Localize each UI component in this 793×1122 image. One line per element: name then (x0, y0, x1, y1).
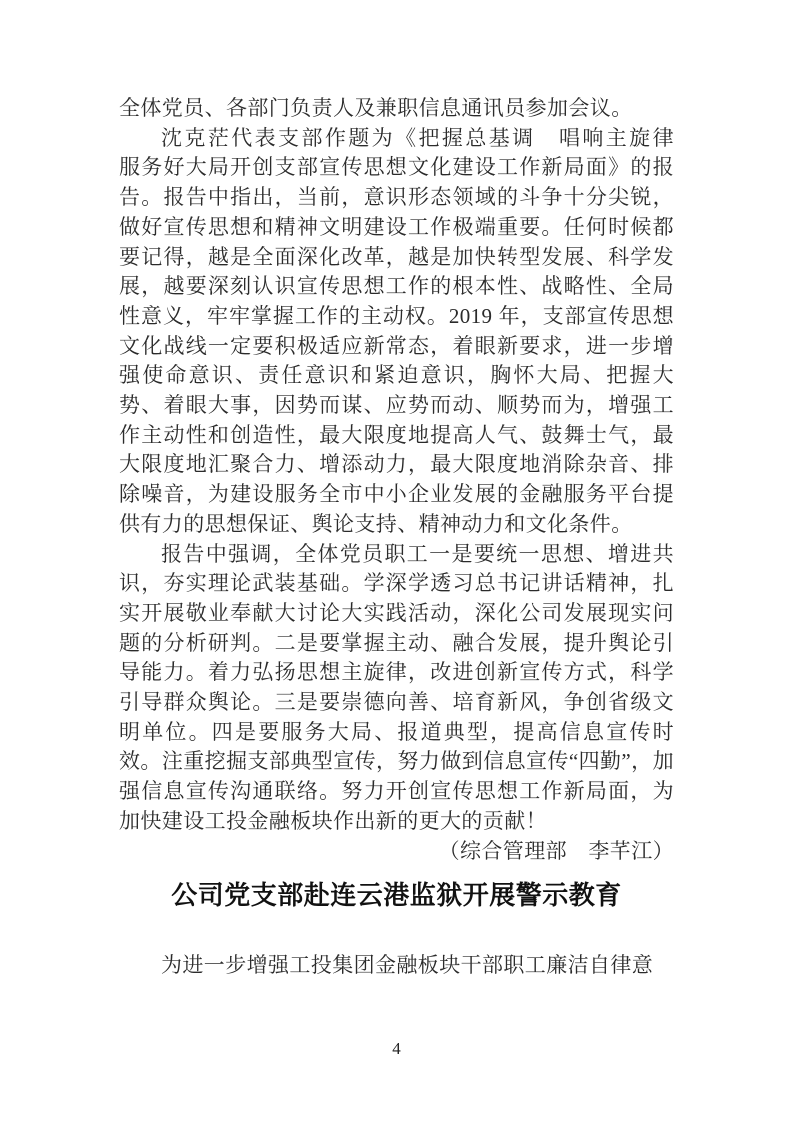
paragraph-article2-intro: 为进一步增强工投集团金融板块干部职工廉洁自律意 (161, 952, 654, 977)
page-number: 4 (392, 1039, 401, 1058)
paragraph-meeting-attendees: 全体党员、各部门负责人及兼职信息通讯员参加会议。 (119, 96, 633, 120)
paragraph-report-emphasis (119, 540, 674, 863)
article2-title: 公司党支部赴连云港监狱开展警示教育 (171, 879, 622, 910)
paragraph-report-emphasis-text: 报告中强调，全体党员职工一是要统一思想、增进共识，夯实理论武装基础。学深学透习总书记讲话精神，扎实开展敬业奉献大讨论大实践活动，深化公司发展现实问题的分析研判。二是要掌握主动、融合发展，提升舆论引导能力。着力弘扬思想主旋律，改进创新宣传方式，科学引导群众舆论。三是要崇德向善、培育新风，争创省级文明单位。四是要服务大局、报道典型，提高信息宣传时效。注重挖掘支部典型宣传，努力做到信息宣传“四勤”，加强信息宣传沟通联络。努力开创宣传思想工作新局面，为加快建设工投金融板块作出新的更大的贡献！ (119, 541, 674, 833)
byline: （综合管理部 李芊江） (438, 838, 674, 863)
page-body (119, 94, 696, 980)
paragraph-report-summary: 沈克茫代表支部作题为《把握总基调 唱响主旋律 服务好大局开创支部宣传思想文化建设工作新局面》的报告。报告中指出，当前，意识形态领域的斗争十分尖锐，做好宣传思想和精神文明建设工作极端重要。任何时候都要记得，越是全面深化改革，越是加快转型发展、科学发展，越要深刻认识宣传思想工作的根本性、战略性、全局性意义，牢牢掌握工作的主动权。2019 年，支部宣传思想文化战线一定要积极适应新常态，着眼新要求，进一步增强使命意识、责任意识和紧迫意识，胸怀大局、把握大势、着眼大事，因势而谋、应势而动、顺势而为，增强工作主动性和创造性，最大限度地提高人气、鼓舞士气，最大限度地汇聚合力、增添动力，最大限度地消除杂音、排除噪音，为建设服务全市中小企业发展的金融服务平台提供有力的思想保证、舆论支持、精神动力和文化条件。 (119, 125, 696, 536)
